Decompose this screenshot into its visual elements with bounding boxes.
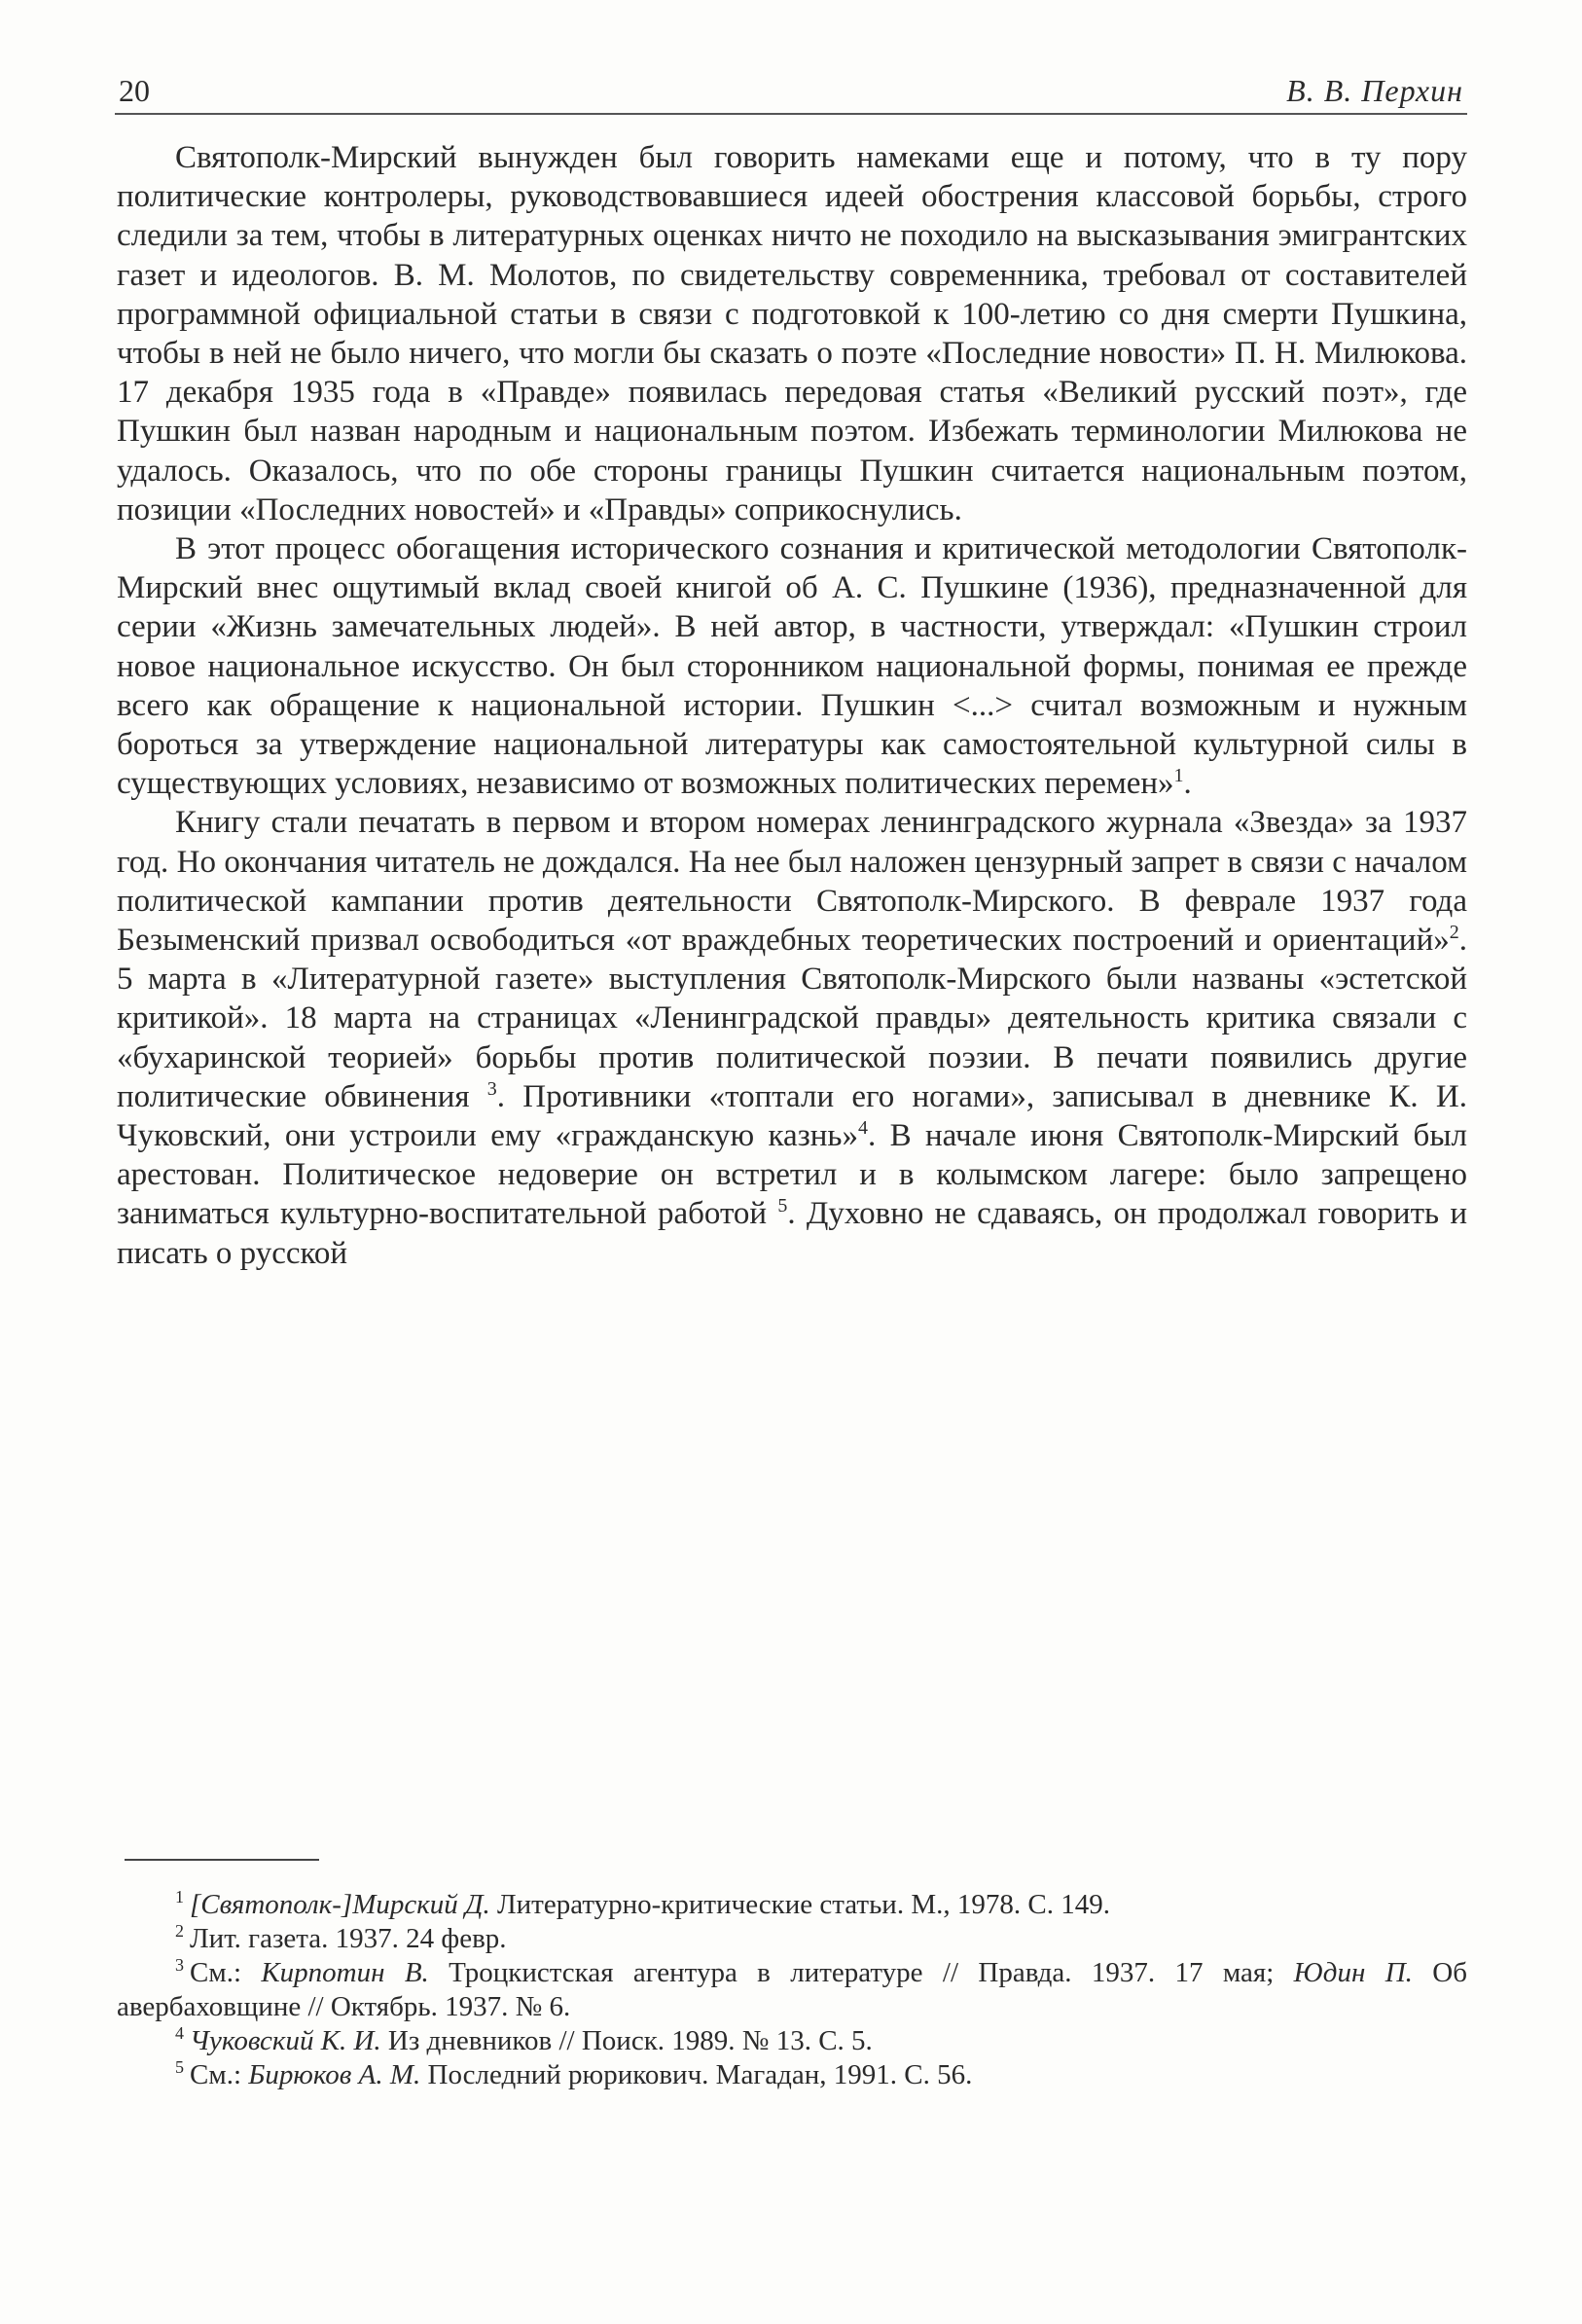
footnote-3 [117,1956,1467,2024]
footnote-4 [117,2024,1467,2058]
footnote-text: Троцкистская агентура в литературе // Правда. 1937. 17 мая; [428,1957,1294,1988]
footnote-prefix: См.: [190,2059,249,2090]
paragraph-text: . Духовно не сдаваясь, он продолжал говорить и писать о русской [117,1196,1467,1271]
footnote-number: 2 [175,1921,184,1942]
paragraph-text: . [1183,766,1192,802]
footnote-author: Чуковский К. И. [190,2025,381,2056]
footnote-text: Из дневников // Поиск. 1989. № 13. С. 5. [380,2025,873,2056]
footnote-ref: 1 [1173,765,1184,787]
footnote-number: 5 [175,2057,184,2078]
footnote-author: Юдин П. [1293,1957,1413,1988]
main-text [117,138,1467,1273]
paragraph-text: . В начале июня Святополк-Мирский был арестован. Политическое недоверие он встретил и в колымском лагере: было запрещено заниматься культурно-воспитательной работой [117,1118,1467,1232]
paragraph-text: В этот процесс обогащения исторического сознания и критической методологии Святополк-Мирский внес ощутимый вклад своей книгой об А. С. Пушкине (1936), предназначенной для серии «Жизнь замечательных людей». В ней автор, в частности, утверждал: «Пушкин строил новое национальное искусство. Он был сторонником национальной формы, понимая ее прежде всего как обращение к национальной истории. Пушкин <...> считал возможным и нужным бороться за утверждение национальной литературы как самостоятельной культурной силы в существующих условиях, независимо от возможных политических перемен» [117,531,1467,802]
footnote-author: Кирпотин В. [261,1957,429,1988]
footnote-number: 4 [175,2023,184,2044]
paragraph-1 [117,138,1467,529]
footnotes [117,1888,1467,2092]
footnote-1 [117,1888,1467,1922]
footnote-5 [117,2058,1467,2092]
footnote-number: 1 [175,1887,184,1907]
running-head-author: В. В. Перхин [1286,73,1463,108]
paragraph-text: . Противники «топтали его ногами», записывал в дневнике К. И. Чуковский, они устроили ему «гражданскую казнь» [117,1078,1467,1154]
footnote-number: 3 [175,1955,184,1976]
paragraph-text: Святополк-Мирский вынужден был говорить намеками еще и потому, что в ту пору политические контролеры, руководствовавшиеся идеей обострения классовой борьбы, строго следили за тем, чтобы в литературных оценках ничто не походило на высказывания эмигрантских газет и идеологов. В. М. Молотов, по свидетельству современника, требовал от составителей программной официальной статьи в связи с подготовкой к 100-летию со дня смерти Пушкина, чтобы в ней не было ничего, что могли бы сказать о поэте «Последние новости» П. Н. Милюкова. 17 декабря 1935 года в «Правде» появилась передовая статья «Великий русский поэт», где Пушкин был назван народным и национальным поэтом. Избежать терминологии Милюкова не удалось. Оказалось, что по обе стороны границы Пушкин считается национальным поэтом, позиции «Последних новостей» и «Правды» соприкоснулись. [117,140,1467,527]
footnote-ref: 5 [777,1195,788,1217]
footnote-text: Лит. газета. 1937. 24 февр. [190,1923,507,1954]
footnote-prefix: См.: [190,1957,262,1988]
paragraph-text: Книгу стали печатать в первом и втором номерах ленинградского журнала «Звезда» за 1937 год. Но окончания читатель не дождался. На нее был наложен цензурный запрет в связи с началом политической кампании против деятельности Святополк-Мирского. В феврале 1937 года Безыменский призвал освободиться «от враждебных теоретических построений и ориентаций» [117,805,1467,959]
paragraph-text: . 5 марта в «Литературной газете» выступления Святополк-Мирского были названы «эстетской критикой». 18 марта на страницах «Ленинградской правды» деятельность критика связали с «бухаринской теорией» борьбы против политической поэзии. В печати появились другие политические обвинения [117,923,1467,1114]
footnote-ref: 2 [1449,922,1459,944]
footnote-ref: 4 [857,1117,868,1140]
footnote-text: Последний рюрикович. Магадан, 1991. С. 56. [420,2059,973,2090]
footnote-divider [125,1859,319,1861]
footnote-2 [117,1922,1467,1956]
footnote-author: Бирюков А. М. [248,2059,421,2090]
footnote-text: Об авербаховщине // Октябрь. 1937. № 6. [117,1957,1467,2022]
footnote-text: Литературно-критические статьи. М., 1978. С. 149. [489,1889,1110,1920]
page-number: 20 [119,73,150,108]
footnote-author: [Святополк-]Мирский Д. [190,1889,490,1920]
footnote-ref: 3 [486,1077,497,1100]
paragraph-2 [117,529,1467,803]
page-header [115,64,1467,115]
paragraph-3 [117,803,1467,1272]
